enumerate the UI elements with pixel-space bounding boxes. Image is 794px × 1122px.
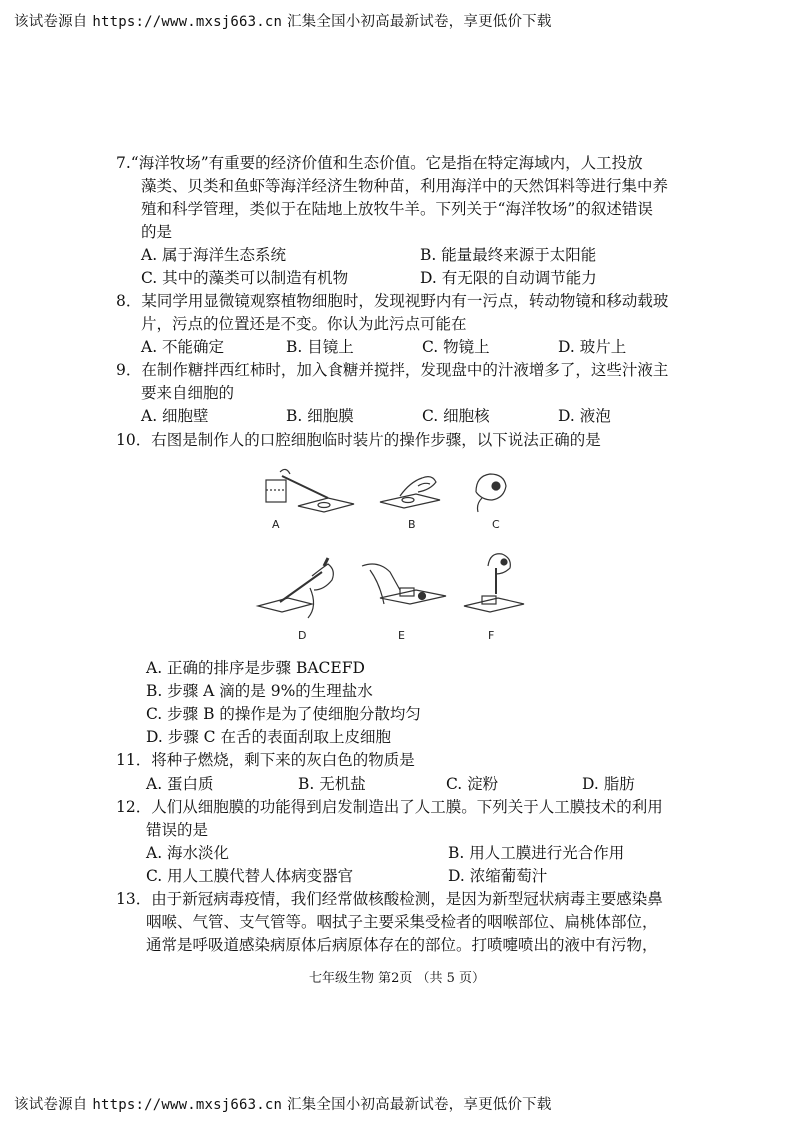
q10-line-1: 10．右图是制作人的口腔细胞临时装片的操作步骤，以下说法正确的是 xyxy=(116,431,601,449)
q9-option-c: C. 细胞核 xyxy=(422,407,490,425)
banner-lead: 该试卷源自 xyxy=(14,1097,88,1113)
step-a-illustration xyxy=(266,469,354,512)
q10-option-a: A. 正确的排序是步骤 BACEFD xyxy=(146,659,365,677)
bottom-banner xyxy=(14,1093,552,1114)
q11-option-c: C. 淀粉 xyxy=(446,775,499,793)
q9-option-a: A. 细胞壁 xyxy=(141,407,209,425)
q12-line-2: 错误的是 xyxy=(146,821,209,839)
banner-lead: 该试卷源自 xyxy=(14,14,88,30)
step-f-illustration xyxy=(464,554,524,612)
step-d-illustration xyxy=(258,558,333,618)
top-banner xyxy=(14,10,552,31)
q9-option-b: B. 细胞膜 xyxy=(286,407,354,425)
banner-tail: 汇集全国小初高最新试卷，享更低价下载 xyxy=(286,14,552,30)
q13-line-1: 13．由于新冠病毒疫情，我们经常做核酸检测，是因为新型冠状病毒主要感染鼻 xyxy=(116,890,663,908)
q7-line-1: 7.“海洋牧场”有重要的经济价值和生态价值。它是指在特定海域内，人工投放 xyxy=(116,154,643,172)
q7-option-a: A. 属于海洋生态系统 xyxy=(141,246,287,264)
q10-option-b: B. 步骤 A 滴的是 9%的生理盐水 xyxy=(146,682,373,700)
figure-label-c: C xyxy=(492,518,500,531)
q7-line-3: 殖和科学管理，类似于在陆地上放牧牛羊。下列关于“海洋牧场”的叙述错误 xyxy=(141,200,653,218)
q10-option-c: C. 步骤 B 的操作是为了使细胞分散均匀 xyxy=(146,705,421,723)
q8-line-2: 片，污点的位置还是不变。你认为此污点可能在 xyxy=(141,315,467,333)
slide-procedure-figure xyxy=(250,458,550,643)
q7-line-2: 藻类、贝类和鱼虾等海洋经济生物种苗，利用海洋中的天然饵料等进行集中养 xyxy=(141,177,669,195)
q12-option-b: B. 用人工膜进行光合作用 xyxy=(448,844,625,862)
step-c-illustration xyxy=(476,474,506,512)
q8-option-c: C. 物镜上 xyxy=(422,338,490,356)
q7-option-c: C. 其中的藻类可以制造有机物 xyxy=(141,269,349,287)
figure-label-b: B xyxy=(408,518,416,531)
q7-option-d: D. 有无限的自动调节能力 xyxy=(420,269,597,287)
step-e-illustration xyxy=(362,564,446,604)
q7-line-4: 的是 xyxy=(141,223,173,241)
q9-line-1: 9．在制作糖拌西红柿时，加入食糖并搅拌，发现盘中的汁液增多了，这些汁液主 xyxy=(116,361,669,379)
q9-line-2: 要来自细胞的 xyxy=(141,384,235,402)
q8-option-d: D. 玻片上 xyxy=(558,338,627,356)
banner-url[interactable]: https://www.mxsj663.cn xyxy=(92,14,283,30)
banner-url[interactable]: https://www.mxsj663.cn xyxy=(92,1097,283,1113)
slide-procedure-diagram xyxy=(250,458,550,643)
banner-tail: 汇集全国小初高最新试卷，享更低价下载 xyxy=(286,1097,552,1113)
q12-option-c: C. 用人工膜代替人体病变器官 xyxy=(146,867,354,885)
q13-line-2: 咽喉、气管、支气管等。咽拭子主要采集受检者的咽喉部位、扁桃体部位， xyxy=(146,913,658,931)
figure-label-d: D xyxy=(298,629,307,642)
q8-line-1: 8．某同学用显微镜观察植物细胞时，发现视野内有一污点，转动物镜和移动载玻 xyxy=(116,292,669,310)
q11-line-1: 11．将种子燃烧，剩下来的灰白色的物质是 xyxy=(116,751,415,769)
figure-label-e: E xyxy=(398,629,405,642)
q11-option-d: D. 脂肪 xyxy=(582,775,635,793)
q12-option-d: D. 浓缩葡萄汁 xyxy=(448,867,548,885)
step-b-illustration xyxy=(380,477,440,508)
figure-label-f: F xyxy=(488,629,495,642)
q10-option-d: D. 步骤 C 在舌的表面刮取上皮细胞 xyxy=(146,728,391,746)
q12-option-a: A. 海水淡化 xyxy=(146,844,230,862)
q12-line-1: 12．人们从细胞膜的功能得到启发制造出了人工膜。下列关于人工膜技术的利用 xyxy=(116,798,663,816)
figure-label-a: A xyxy=(272,518,280,531)
q11-option-a: A. 蛋白质 xyxy=(146,775,214,793)
q8-option-a: A. 不能确定 xyxy=(141,338,225,356)
q13-line-3: 通常是呼吸道感染病原体后病原体存在的部位。打喷嚏喷出的液中有污物， xyxy=(146,936,658,954)
q11-option-b: B. 无机盐 xyxy=(298,775,366,793)
q9-option-d: D. 液泡 xyxy=(558,407,611,425)
page-footer: 七年级生物 第2页 （共 5 页） xyxy=(308,971,486,986)
q7-option-b: B. 能量最终来源于太阳能 xyxy=(420,246,597,264)
q8-option-b: B. 目镜上 xyxy=(286,338,354,356)
